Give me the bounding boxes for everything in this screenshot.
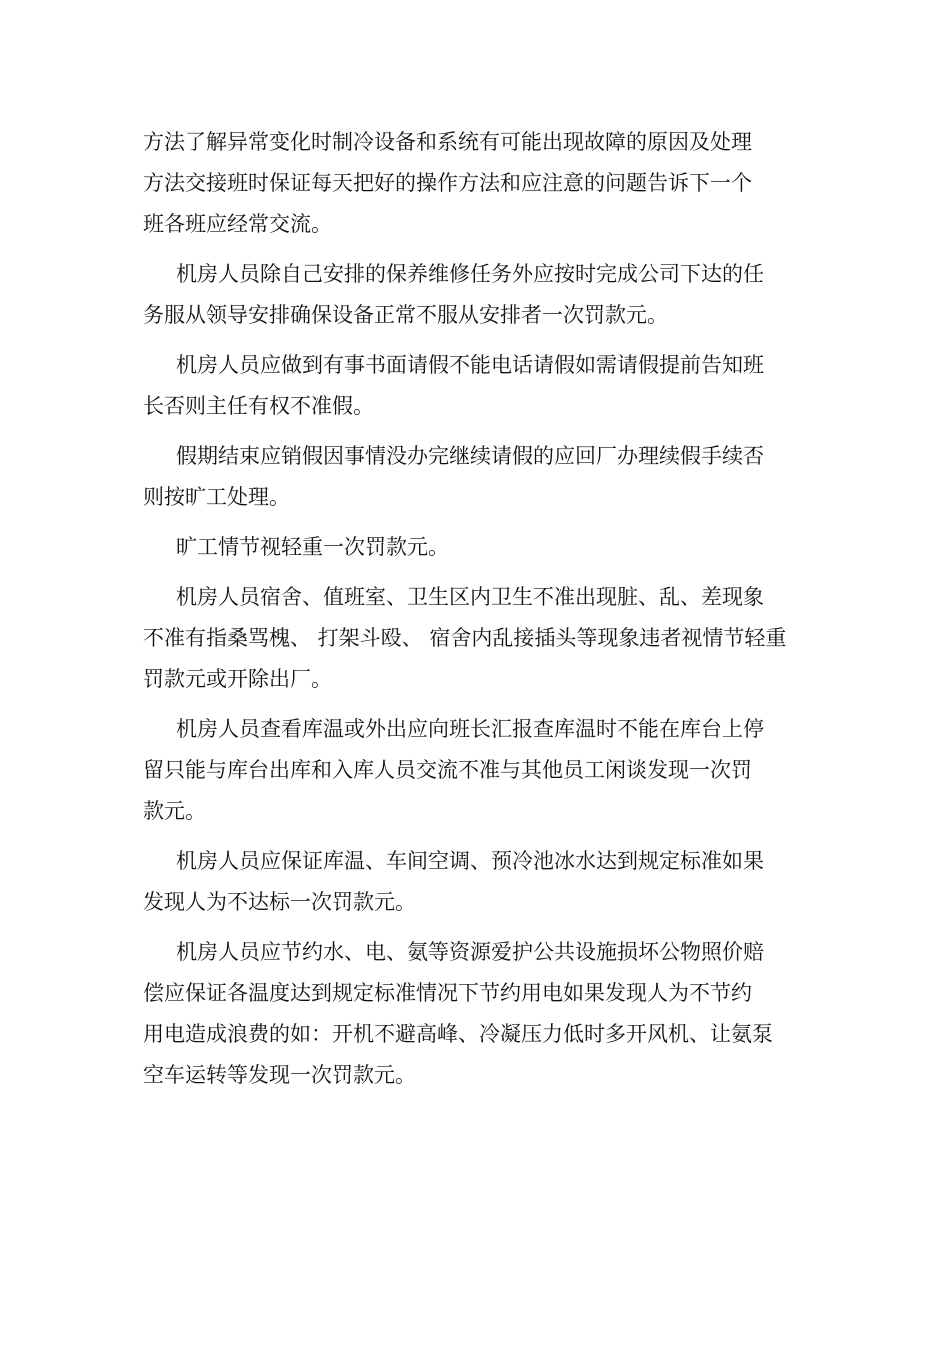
text-line: 留只能与库台出库和入库人员交流不准与其他员工闲谈发现一次罚 (143, 758, 752, 782)
text-line: 旷工情节视轻重一次罚款元。 (176, 535, 449, 559)
text-line: 方法了解异常变化时制冷设备和系统有可能出现故障的原因及处理 (143, 130, 752, 154)
document-body (143, 122, 793, 1105)
text-line: 机房人员应保证库温、车间空调、预冷池冰水达到规定标准如果 (176, 849, 764, 873)
paragraph (143, 932, 793, 1096)
paragraph (143, 841, 793, 923)
paragraph (143, 254, 793, 336)
text-line: 空车运转等发现一次罚款元。 (143, 1063, 416, 1087)
text-line: 用电造成浪费的如：开机不避高峰、冷凝压力低时多开风机、让氨泵 (143, 1022, 773, 1046)
text-line: 假期结束应销假因事情没办完继续请假的应回厂办理续假手续否 (176, 444, 764, 468)
text-line: 偿应保证各温度达到规定标准情况下节约用电如果发现人为不节约 (143, 981, 752, 1005)
paragraph (143, 436, 793, 518)
text-line: 发现人为不达标一次罚款元。 (143, 890, 416, 914)
text-line: 机房人员应做到有事书面请假不能电话请假如需请假提前告知班 (176, 353, 764, 377)
text-line: 长否则主任有权不准假。 (143, 394, 374, 418)
paragraph (143, 122, 793, 245)
text-line: 则按旷工处理。 (143, 485, 290, 509)
text-line: 机房人员查看库温或外出应向班长汇报查库温时不能在库台上停 (176, 717, 764, 741)
text-line: 不准有指桑骂槐、 打架斗殴、 宿舍内乱接插头等现象违者视情节轻重 (143, 626, 787, 650)
paragraph (143, 577, 793, 700)
text-line: 机房人员宿舍、值班室、卫生区内卫生不准出现脏、乱、差现象 (176, 585, 764, 609)
text-line: 班各班应经常交流。 (143, 212, 332, 236)
text-line: 罚款元或开除出厂。 (143, 667, 332, 691)
text-line: 机房人员除自己安排的保养维修任务外应按时完成公司下达的任 (176, 262, 764, 286)
text-line: 务服从领导安排确保设备正常不服从安排者一次罚款元。 (143, 303, 668, 327)
text-line: 机房人员应节约水、电、氨等资源爱护公共设施损坏公物照价赔 (176, 940, 764, 964)
paragraph (143, 527, 793, 568)
text-line: 方法交接班时保证每天把好的操作方法和应注意的问题告诉下一个 (143, 171, 752, 195)
paragraph (143, 709, 793, 832)
text-line: 款元。 (143, 799, 206, 823)
paragraph (143, 345, 793, 427)
